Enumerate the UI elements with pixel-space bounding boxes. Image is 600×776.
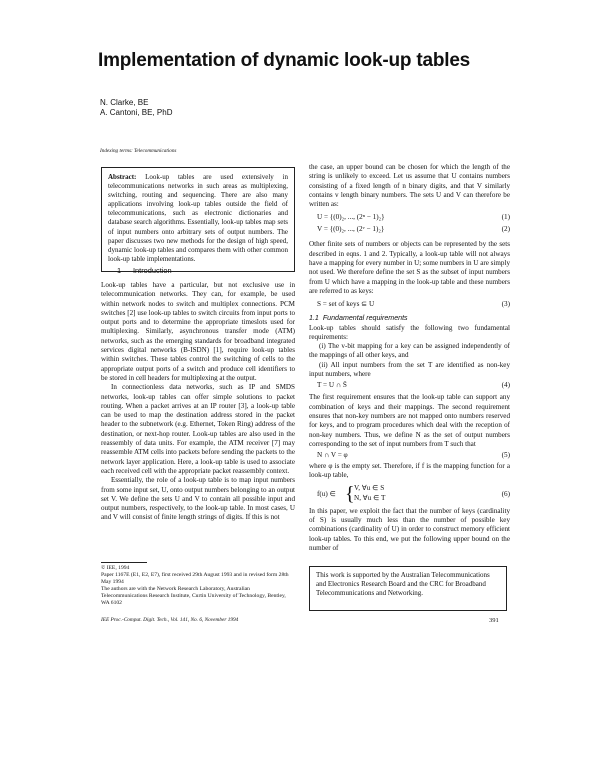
paragraph: The first requirement ensures that the look-up table can support any combination of keys and their mappings. The second requirement ensures that non-key numbers are not mapped onto numbers reserved for keys, and to program procedures which deal with the reception of non-key numbers. Thus, we define N as the set of output numbers corresponding to the set of input numbers from T such that [309, 393, 510, 448]
abstract-box [101, 167, 295, 272]
received-note: Paper 1167E (E1, E2, E7), first received 29th August 1993 and in revised form 28th May 1994 [101, 572, 289, 586]
journal-citation: IEE Proc.-Comput. Digit. Tech., Vol. 141, No. 6, November 1994 [101, 617, 239, 623]
author-2: A. Cantoni, BE, PhD [100, 108, 173, 117]
paragraph: where φ is the empty set. Therefore, if f is the mapping function for a look-up table, [309, 462, 510, 480]
paragraph: Other finite sets of numbers or objects can be represented by the sets described in eqns. 1 and 2. Typically, a look-up table will not always have a mapping for every number in U; some numbers in U are simply not used. We therefore define the set S as the subset of input numbers from U which have a mapping in the look-up table and these numbers are referred to as keys: [309, 240, 510, 295]
section-title: Introduction [133, 266, 172, 275]
paragraph: In connectionless data networks, such as IP and SMDS networks, look-up tables can offer simple solutions to packet routing. When a packet arrives at an IP router [3], a look-up table can be used to map the destination address stored in the packet header to the subnetwork (e.g. Ethernet, Token Ring) address of the destination, or next-hop router. Look-up tables are also used in the reassembly of data units. For example, the ATM receiver [7] may reassemble ATM cells into packets before sending the packets to the network layer application. Here, a look-up table is used to associate each received cell with the appropriate packet reassembly context. [101, 383, 295, 475]
footnotes [101, 565, 295, 608]
equations-1-2 [309, 212, 510, 240]
equation-5: N ∩ V = φ (5) [317, 451, 510, 460]
abstract-label: Abstract: [108, 173, 137, 181]
abstract-text: Look-up tables are used extensively in telecommunications networks in such areas as multiplexing, switching, routing and sequencing. There are also many applications involving look-up tables outside the field of telecommunications, such as electronic dictionaries and database search algorithms. Essentially, look-up tables map sets of input numbers onto arbitrary sets of output numbers. The paper discusses two new methods for the design of high speed, dynamic look-up tables and compares them with other common look-up table implementations. [108, 173, 288, 263]
paragraph: Look-up tables should satisfy the following two fundamental requirements: [309, 323, 510, 341]
section-heading-1 [117, 266, 172, 275]
equation-2: V = {(0)₂, ..., (2ᵛ − 1)₂} (2) [317, 225, 510, 234]
indexing-terms: Indexing terms: Telecommunications [100, 148, 177, 154]
footnote-rule [101, 562, 147, 563]
support-note-box: This work is supported by the Australian Telecommunications and Electronics Research Board and the CRC for Broadband Telecommunications and Networking. [309, 566, 507, 611]
brace: { [345, 482, 355, 505]
equation-4: T = U ∩ S̄ (4) [317, 381, 510, 390]
equation-3: S = set of keys ⊆ U (3) [317, 300, 510, 309]
left-column-body [101, 281, 295, 561]
paragraph: Essentially, the role of a look-up table is to map input numbers from some input set, U, onto output numbers belonging to an output set V. We define the sets U and V to contain all possible input and output numbers, respectively, to the look-up table. In most cases, U and V will consist of finite length strings of digits. If this is not [101, 476, 295, 522]
requirement-1: (i) The v-bit mapping for a key can be assigned independently of the mappings of all other keys, and [309, 342, 510, 360]
paper-title: Implementation of dynamic look-up tables [98, 50, 471, 71]
copyright: © IEE, 1994 [101, 565, 130, 571]
equation-1: U = {(0)₂, ..., (2ⁿ − 1)₂} (1) [317, 213, 510, 222]
section-number: 1 [117, 266, 122, 275]
equation-6: f(u) ∈ { V, ∀u ∈ S N, ∀u ∈ T (6) [317, 482, 510, 505]
right-column [309, 163, 510, 553]
author-affiliation: The authors are with the Network Research Laboratory, Australian Telecommunications Research Institute, Curtin University of Technology, Bentley, WA 6102 [101, 586, 286, 607]
paragraph: the case, an upper bound can be chosen for which the length of the string is unlikely to exceed. Let us assume that U contains numbers consisting of a fixed length of n binary digits, and that V similarly contains v length binary numbers. The sets U and V can therefore be written as: [309, 163, 510, 209]
paragraph: In this paper, we exploit the fact that the number of keys (cardinality of S) is usually much less than the number of possible key combinations (cardinality of U) in order to construct memory efficient look-up tables. To this end, we put the following upper bound on the number of [309, 506, 510, 552]
requirement-2: (ii) All input numbers from the set T are identified as non-key input numbers, where [309, 360, 510, 379]
subsection-heading: 1.1 Fundamental requirements [309, 314, 408, 323]
page-number: 391 [489, 617, 499, 624]
author-1: N. Clarke, BE [100, 98, 149, 107]
paragraph: Look-up tables have a particular, but not exclusive use in telecommunication networks. They can, for example, be used within network nodes to switch and multiplex connections. PCM switches [2] use look-up tables to switch circuits from input ports to output ports and to determine the appropriate timeslots used for multiplexing. Similarly, asynchronous transfer mode (ATM) networks, such as the emerging standards for broadband integrated services digital networks (B-ISDN) [1], require look-up tables within switches. These tables control the switching of cells to the appropriate output ports of a switch and produce cell identifiers to be stored in cell headers for multiplexing at the output. [101, 281, 295, 382]
